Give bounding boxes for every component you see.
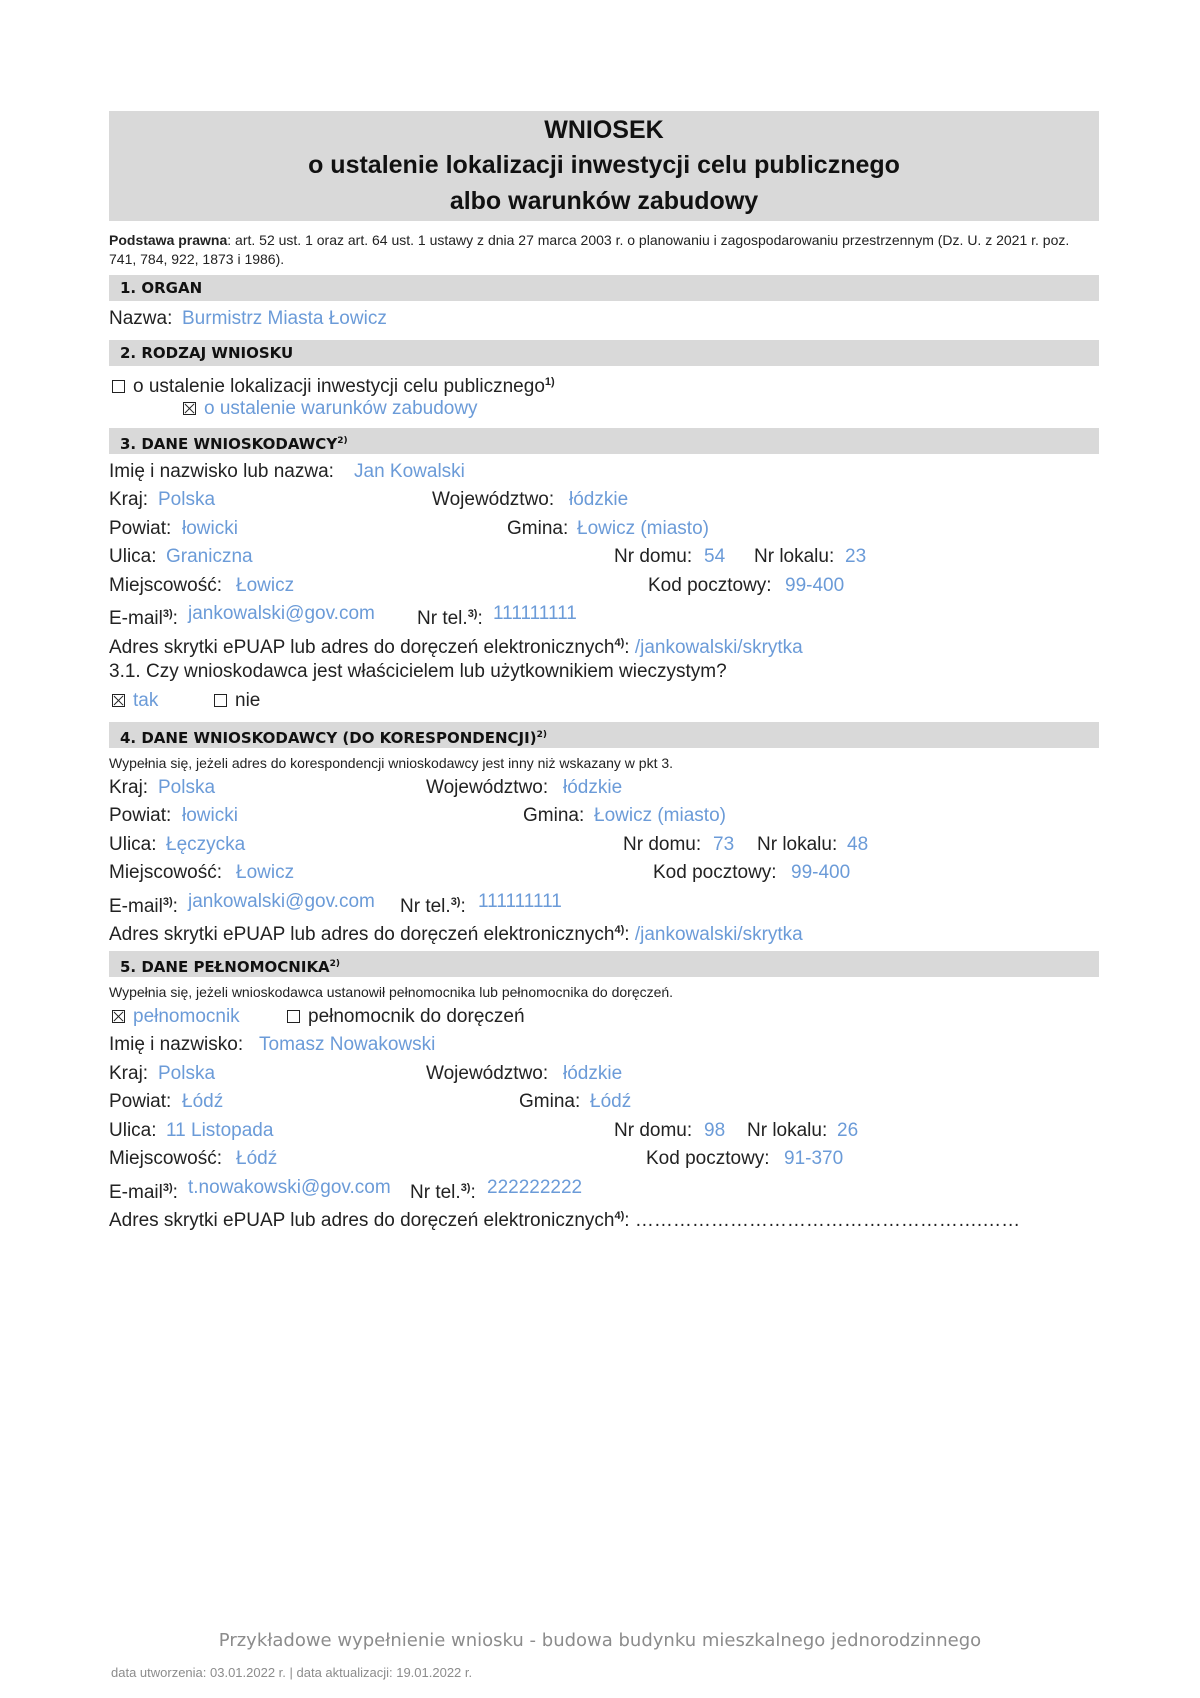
country-value[interactable]: Polska [158,489,216,510]
form-page [109,111,1099,1231]
attorney-street-row [109,1117,1099,1146]
attorney-delivery-option-label: pełnomocnik do doręczeń [308,1005,525,1027]
county-value[interactable]: łowicki [182,517,238,539]
corr-epuap-row: Adres skrytki ePUAP lub adres do doręczeń elektronicznych$^{4)}$: /jankowalski/skrytka [109,924,803,945]
organ-label: Nazwa: [109,308,173,329]
country-value[interactable]: Polska [158,776,216,798]
phone-value[interactable]: 111111111 [478,890,562,912]
checkbox-unchecked-icon[interactable] [287,1010,300,1023]
phone-label: Nr tel. [417,608,468,629]
footnote-marker: 2) [337,435,348,446]
attorney-name-label: Imię i nazwisko: [109,1034,244,1055]
epuap-value[interactable]: /jankowalski/skrytka [634,924,803,945]
apartment-number-label: Nr lokalu: [757,833,838,855]
footnote-marker: 1) [544,375,555,388]
section-organ-heading: 1. ORGAN [109,275,1099,301]
applicant-street-row [109,543,1099,572]
legal-basis [109,231,1099,269]
email-value[interactable]: jankowalski@gov.com [188,603,375,624]
applicant-name-label: Imię i nazwisko lub nazwa: [109,460,334,482]
commune-value[interactable]: Łowicz (miasto) [577,517,709,539]
title-line-1: WNIOSEK [544,116,664,144]
street-value[interactable]: 11 Listopada [166,1119,274,1141]
legal-basis-label: Podstawa prawna [109,232,228,248]
postal-code-label: Kod pocztowy: [653,862,777,883]
ownership-question-text: 3.1. Czy wnioskodawca jest właścicielem lub użytkownikiem wieczystym? [109,661,727,682]
house-number-value[interactable]: 98 [704,1119,726,1141]
attorney-type-row [109,1003,1099,1032]
house-number-label: Nr domu: [614,1119,693,1141]
country-value[interactable]: Polska [158,1062,216,1084]
attorney-note: Wypełnia się, jeżeli wnioskodawca ustanowił pełnomocnika lub pełnomocnika do doręczeń. [109,983,674,1000]
house-number-label: Nr domu: [614,546,693,567]
email-label: E-mail [109,1181,163,1203]
phone-value[interactable]: 111111111 [493,603,577,624]
applicant-contact-row: E-mail$^{3)}$: jankowalski@gov.com Nr tel.$^{3)}$: 111111111 [109,600,1099,629]
corr-city-row [109,859,1099,888]
country-label: Kraj: [109,1062,149,1084]
footnote-marker: 2) [536,729,547,740]
voivodeship-label: Województwo: [426,1062,549,1084]
footnote-marker: 4) [614,636,625,649]
attorney-contact-row: E-mail$^{3)}$: t.nowakowski@gov.com Nr tel.$^{3)}$: 222222222 [109,1174,1099,1203]
applicant-country-row [109,486,1099,515]
house-number-value[interactable]: 54 [704,546,726,567]
footnote-marker: 4) [614,1210,625,1222]
commune-label: Gmina: [523,805,585,826]
section-applicant-heading [109,428,1099,454]
city-label: Miejscowość: [109,862,222,883]
house-number-label: Nr domu: [623,833,702,855]
attorney-epuap-row: Adres skrytki ePUAP lub adres do doręczeń elektronicznych$^{4)}$: ……………………………………………….…… [109,1210,1021,1231]
footer-dates: data utworzenia: 03.01.2022 r. | data aktualizacji: 19.01.2022 r. [111,1665,473,1680]
voivodeship-label: Województwo: [432,489,555,510]
ownership-question [109,657,1099,687]
request-option-2 [109,395,1099,422]
phone-value[interactable]: 222222222 [487,1176,583,1198]
attorney-country-row [109,1060,1099,1089]
checkbox-checked-icon[interactable] [112,1010,125,1023]
street-label: Ulica: [109,1119,157,1141]
epuap-label: Adres skrytki ePUAP lub adres do doręczeń elektronicznych [109,924,615,945]
title-line-2: o ustalenie lokalizacji inwestycji celu publicznego [308,151,900,179]
checkbox-unchecked-icon[interactable] [112,380,125,393]
applicant-city-row [109,572,1099,601]
county-label: Powiat: [109,1091,172,1112]
epuap-value[interactable]: /jankowalski/skrytka [634,636,803,658]
street-label: Ulica: [109,546,157,567]
commune-label: Gmina: [519,1091,581,1112]
city-value[interactable]: Łowicz [236,574,295,596]
county-label: Powiat: [109,517,172,539]
commune-value[interactable]: Łowicz (miasto) [594,805,726,826]
county-value[interactable]: Łódź [182,1091,224,1112]
email-label: E-mail [109,895,163,917]
attorney-county-row [109,1088,1099,1117]
street-value[interactable]: Graniczna [166,546,253,567]
applicant-name-value[interactable]: Jan Kowalski [354,460,465,482]
country-label: Kraj: [109,489,149,510]
phone-label: Nr tel. [400,895,451,917]
legal-basis-text: : art. 52 ust. 1 oraz art. 64 ust. 1 ustawy z dnia 27 marca 2003 r. o planowaniu i zagospodarowaniu przestrzennym (Dz. U. z 2021 r. poz. 741, 784, 922, 1873 i 1986). [109,232,1070,267]
postal-code-value[interactable]: 99-400 [785,574,845,596]
house-number-value[interactable]: 73 [713,833,735,855]
corr-county-row [109,802,1099,831]
correspondence-note: Wypełnia się, jeżeli adres do korespondencji wnioskodawcy jest inny niż wskazany w pkt 3. [109,754,674,771]
epuap-label: Adres skrytki ePUAP lub adres do doręczeń elektronicznych [109,636,615,658]
answer-yes-label: tak [133,690,159,711]
corr-country-row [109,774,1099,803]
apartment-number-label: Nr lokalu: [747,1119,828,1141]
checkbox-unchecked-icon[interactable] [214,694,227,707]
footnote-marker: 3) [162,895,173,908]
section-attorney-heading [109,951,1099,977]
voivodeship-value[interactable]: łódzkie [563,1062,623,1084]
phone-label: Nr tel. [410,1181,461,1203]
apartment-number-label: Nr lokalu: [754,546,835,567]
street-value[interactable]: Łęczycka [166,833,246,855]
voivodeship-value[interactable]: łódzkie [569,489,629,510]
city-label: Miejscowość: [109,574,222,596]
postal-code-value[interactable]: 99-400 [791,862,851,883]
postal-code-label: Kod pocztowy: [646,1148,770,1169]
city-value[interactable]: Łódź [236,1148,278,1169]
title-line-3: albo warunków zabudowy [449,187,759,215]
request-option-1 [109,370,1099,395]
apartment-number-value[interactable]: 23 [845,546,867,567]
footnote-marker: 3) [460,1181,471,1194]
applicant-name-row [109,458,1099,487]
corr-street-row [109,831,1099,860]
organ-row [109,305,1099,334]
request-option-2-label: o ustalenie warunków zabudowy [204,397,478,419]
epuap-empty-field[interactable]: ……………………………………………….…… [634,1210,1021,1231]
footnote-marker: 3) [450,895,461,908]
section-correspondence-title: 4. DANE WNIOSKODAWCY (DO KORESPONDENCJI) [120,728,537,747]
corr-contact-row: E-mail$^{3)}$: jankowalski@gov.com Nr tel.$^{3)}$: 111111111 [109,888,1099,917]
voivodeship-value[interactable]: łódzkie [563,776,623,798]
attorney-name-value[interactable]: Tomasz Nowakowski [259,1034,436,1055]
city-label: Miejscowość: [109,1148,222,1169]
applicant-epuap-row: Adres skrytki ePUAP lub adres do doręczeń elektronicznych$^{4)}$: /jankowalski/skrytka [109,636,803,658]
attorney-name-row [109,1031,1099,1060]
ownership-answers [109,687,1099,716]
form-title [109,111,1099,221]
apartment-number-value[interactable]: 48 [847,833,869,855]
section-attorney-title: 5. DANE PEŁNOMOCNIKA [120,957,330,976]
footnote-marker: 3) [162,608,173,620]
applicant-county-row [109,515,1099,544]
checkbox-checked-icon[interactable] [112,694,125,707]
footnote-marker: 3) [467,608,478,620]
city-value[interactable]: Łowicz [236,862,295,883]
email-label: E-mail [109,608,163,629]
postal-code-value[interactable]: 91-370 [784,1148,844,1169]
section-correspondence-heading [109,722,1099,748]
answer-no-label: nie [235,690,261,711]
attorney-city-row [109,1145,1099,1174]
footnote-marker: 4) [614,924,625,936]
country-label: Kraj: [109,776,149,798]
commune-value[interactable]: Łódź [590,1091,632,1112]
epuap-label: Adres skrytki ePUAP lub adres do doręczeń elektronicznych [109,1210,615,1231]
street-label: Ulica: [109,833,157,855]
organ-value[interactable]: Burmistrz Miasta Łowicz [182,308,387,329]
checkbox-checked-icon[interactable] [183,402,196,415]
apartment-number-value[interactable]: 26 [837,1119,859,1141]
email-value[interactable]: t.nowakowski@gov.com [188,1176,391,1198]
footnote-marker: 3) [162,1181,173,1194]
attorney-option-label: pełnomocnik [133,1005,240,1027]
footnote-marker: 2) [329,958,341,969]
county-value[interactable]: łowicki [182,805,238,826]
section-applicant-title: 3. DANE WNIOSKODAWCY [120,434,338,453]
section-request-type-heading: 2. RODZAJ WNIOSKU [109,340,1099,366]
request-option-1-label: o ustalenie lokalizacji inwestycji celu publicznego [133,375,545,397]
commune-label: Gmina: [507,517,569,539]
county-label: Powiat: [109,805,172,826]
voivodeship-label: Województwo: [426,776,549,798]
footer-title: Przykładowe wypełnienie wniosku - budowa budynku mieszkalnego jednorodzinnego [218,1630,982,1651]
email-value[interactable]: jankowalski@gov.com [188,890,375,912]
postal-code-label: Kod pocztowy: [648,574,772,596]
